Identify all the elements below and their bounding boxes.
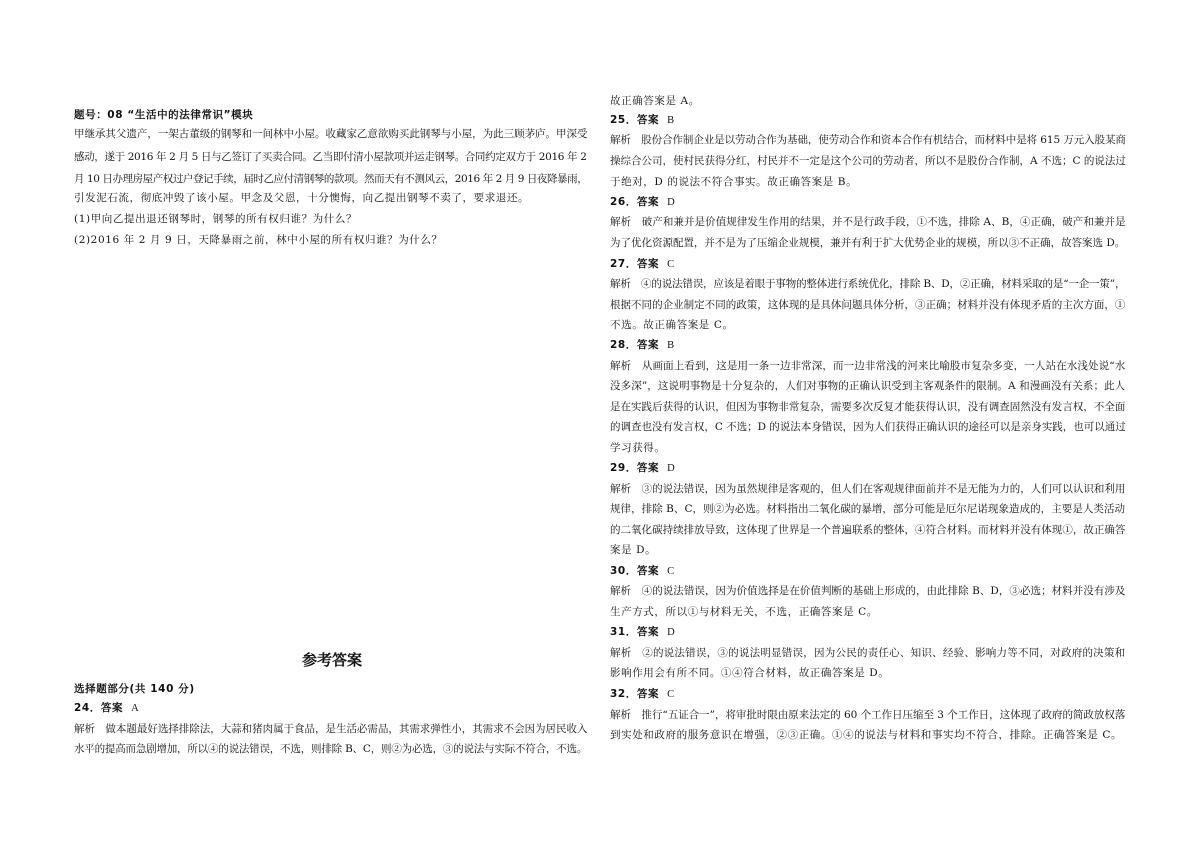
answer-label: 31．答案 <box>610 626 660 638</box>
answer-value: B <box>667 340 675 351</box>
question-line: 月 10 日办理房屋产权过户登记手续，届时乙应付清钢琴的款项。然而天有不测风云，2016 年 2 月 9 日夜降暴雨， <box>74 173 588 185</box>
explanation-line: 到实处和政府的服务意识在增强，②③正确。①④的说法与材料和事实均不符合，排除。正确答案是 C。 <box>610 729 1123 741</box>
explanation-line: 为了优化资源配置，并不是为了压缩企业规模，兼并有利于扩大优势企业的规模，所以③不正确，故答案选 D。 <box>610 237 1126 249</box>
answer-heading <box>610 564 675 579</box>
answer-heading <box>610 113 675 128</box>
explanation-line: 解析 股份合作制企业是以劳动合作为基础，使劳动合作和资本合作有机结合，而材料中是将 615 万元入股某商 <box>610 134 1126 146</box>
answer-value: D <box>667 197 676 208</box>
explanation-line: 案是 D。 <box>610 544 657 556</box>
answer-heading <box>610 195 675 210</box>
explanation-line: 根据不同的企业制定不同的政策，这体现的是具体问题具体分析，③正确；材料并没有体现矛盾的主次方面，① <box>610 299 1126 311</box>
section-label: 选择题部分(共 140 分) <box>74 683 195 695</box>
answer-value: C <box>667 566 675 577</box>
answer-heading <box>610 461 675 476</box>
answer-label: 27．答案 <box>610 258 660 270</box>
answer-label: 28．答案 <box>610 339 660 351</box>
answer-value: A <box>131 703 140 714</box>
explanation-line: 没多深”，这说明事物是十分复杂的，人们对事物的正确认识受到主客观条件的限制。A 和漫画没有关系；此人 <box>610 380 1126 392</box>
answer-label: 30．答案 <box>610 565 660 577</box>
answer-heading <box>610 625 675 640</box>
explanation-line: 的二氧化碳持续排放导致，这体现了世界是一个普遍联系的整体，④符合材料。而材料并没有体现①，故正确答 <box>610 524 1126 536</box>
explanation-line: 操综合公司，使村民获得分红，村民并不一定是这个公司的劳动者，所以不是股份合作制，A 不选；C 的说法过 <box>610 155 1126 167</box>
explanation-line: 生产方式，所以①与材料无关，不选，正确答案是 C。 <box>610 606 878 618</box>
explanation-line: 不选。故正确答案是 C。 <box>610 319 734 331</box>
explanation-line: 解析 做本题最好选择排除法，大蒜和猪肉属于食品，是生活必需品，其需求弹性小，其需求不会因为居民收入 <box>74 723 588 735</box>
answer-label: 29．答案 <box>610 462 660 474</box>
answer-label: 26．答案 <box>610 196 660 208</box>
answer-heading <box>610 338 675 353</box>
answer-label: 25．答案 <box>610 114 660 126</box>
explanation-line: 解析 从画面上看到，这是用一条一边非常深，而一边非常浅的河来比喻股市复杂多变，一人站在水浅处说“水 <box>610 360 1126 372</box>
explanation-line: 水平的提高而急剧增加，所以④的说法错误，不选，则排除 B、C，则②为必选，③的说法与实际不符合，不选。 <box>74 743 588 755</box>
answer-heading <box>74 701 139 716</box>
answer-heading <box>610 257 675 272</box>
answer-value: D <box>667 463 676 474</box>
explanation-line: 是在实践后获得的认识，但因为事物非常复杂，需要多次反复才能获得认识，没有调查固然没有发言权，不全面 <box>610 401 1126 413</box>
answer-value: C <box>667 689 675 700</box>
question-subpart: (2)2016 年 2 月 9 日，天降暴雨之前，林中小屋的所有权归谁？为什么？ <box>74 234 443 246</box>
explanation-line: 影响作用会有所不同。①④符合材料，故正确答案是 D。 <box>610 667 890 679</box>
answer-value: C <box>667 259 675 270</box>
explanation-line: 解析 破产和兼并是价值规律发生作用的结果，并不是行政手段，①不选，排除 A、B，④正确，破产和兼并是 <box>610 216 1126 228</box>
answer-heading <box>610 687 675 702</box>
explanation-line: 解析 ②的说法错误，③的说法明显错误，因为公民的责任心、知识、经验、影响力等不同，对政府的决策和 <box>610 647 1126 659</box>
answer-label: 32．答案 <box>610 688 660 700</box>
explanation-line: 于绝对，D 的说法不符合事实。故正确答案是 B。 <box>610 176 858 188</box>
explanation-line: 解析 推行“五证合一”，将审批时限由原来法定的 60 个工作日压缩至 3 个工作日，这体现了政府的简政放权落 <box>610 709 1126 721</box>
explanation-line: 解析 ④的说法错误，因为价值选择是在价值判断的基础上形成的，由此排除 B、D，③必选；材料并没有涉及 <box>610 585 1126 597</box>
continued-line: 故正确答案是 A。 <box>610 95 700 107</box>
question-header: 题号：08 “生活中的法律常识”模块 <box>74 109 254 121</box>
answer-value: B <box>667 115 675 126</box>
question-subpart: (1)甲向乙提出退还钢琴时，钢琴的所有权归谁？为什么？ <box>74 213 358 225</box>
question-line: 感动，遂于 2016 年 2 月 5 日与乙签订了买卖合同。乙当即付清小屋款项并运走钢琴。合同约定双方于 2016 年 2 <box>74 151 587 163</box>
answers-title: 参考答案 <box>301 651 362 669</box>
answer-label: 24．答案 <box>74 702 124 714</box>
question-line: 引发泥石流，彻底冲毁了该小屋。甲念及父恩，十分懊悔，向乙提出钢琴不卖了，要求退还。 <box>74 192 530 204</box>
explanation-line: 学习获得。 <box>610 442 666 454</box>
answer-value: D <box>667 627 676 638</box>
question-line: 甲继承其父遗产，一架古董级的钢琴和一间林中小屋。收藏家乙意欲购买此钢琴与小屋，为此三顾茅庐。甲深受 <box>74 128 588 140</box>
explanation-line: 规律，排除 B、C，则②为必选。材料指出二氧化碳的暴增，部分可能是厄尔尼诺现象造成的，主要是人类活动 <box>610 503 1126 515</box>
explanation-line: 解析 ③的说法错误，因为虽然规律是客观的，但人们在客观规律面前并不是无能为力的，人们可以认识和利用 <box>610 483 1126 495</box>
explanation-line: 的调查也没有发言权，C 不选；D 的说法本身错误，因为人们获得正确认识的途径可以是亲身实践，也可以通过 <box>610 421 1126 433</box>
explanation-line: 解析 ④的说法错误，应该是着眼于事物的整体进行系统优化，排除 B、D，②正确，材料采取的是“一企一策”， <box>610 278 1126 290</box>
